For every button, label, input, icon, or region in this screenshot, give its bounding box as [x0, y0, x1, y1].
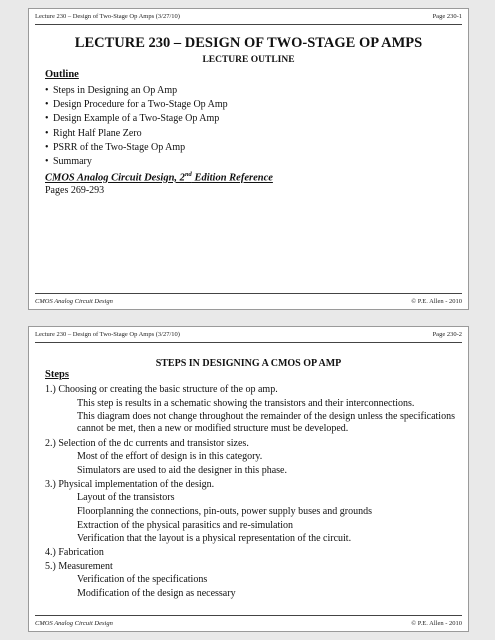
step-detail-line: Verification that the layout is a physical representation of the circuit.	[77, 533, 352, 545]
header-rule	[35, 342, 462, 343]
list-item: • Right Half Plane Zero	[45, 127, 228, 141]
list-item: • Design Procedure for a Two-Stage Op Amp	[45, 98, 228, 112]
lecture-title: LECTURE 230 – DESIGN OF TWO-STAGE OP AMPS	[74, 35, 423, 51]
slide-footer	[35, 298, 462, 305]
lecture-subtitle: LECTURE OUTLINE	[202, 55, 295, 65]
step-line: 1.) Choosing or creating the basic structure of the op amp.	[45, 384, 278, 395]
bullet-icon: •	[45, 85, 49, 96]
footer-copyright: © P.E. Allen - 2010	[411, 298, 462, 305]
step-detail-line: Verification of the specifications	[77, 574, 208, 586]
step-detail-line: Extraction of the physical parasitics and re-simulation	[77, 519, 294, 531]
outline-heading: Outline	[45, 69, 79, 80]
header-lecture-label: Lecture 230 – Design of Two-Stage Op Amps (3/27/10)	[35, 13, 180, 20]
reference-pages: Pages 269-293	[45, 185, 105, 196]
bullet-icon: •	[45, 155, 49, 167]
step-line: 5.) Measurement	[45, 560, 113, 572]
bullet-icon: •	[45, 99, 49, 111]
header-rule	[35, 24, 462, 25]
list-item: • PSRR of the Two-Stage Op Amp	[45, 141, 228, 155]
footer-course-label: CMOS Analog Circuit Design	[35, 298, 113, 305]
step-detail-line: Most of the effort of design is in this category.	[77, 451, 263, 463]
footer-course-label: CMOS Analog Circuit Design	[35, 620, 113, 627]
slide-header	[35, 331, 462, 338]
step-detail-line: Layout of the transistors	[77, 492, 175, 504]
steps-list	[45, 383, 458, 601]
step-line: 3.) Physical implementation of the design.	[45, 478, 215, 490]
header-lecture-label: Lecture 230 – Design of Two-Stage Op Amps (3/27/10)	[35, 331, 180, 338]
header-page-number: Page 230-2	[432, 331, 462, 338]
step-detail-line: This diagram does not change throughout the remainder of the design unless the specifications cannot be met, then a new or modified structure must be developed.	[77, 411, 455, 434]
book-reference: CMOS Analog Circuit Design, 2nd Edition Reference	[45, 171, 273, 184]
bullet-icon: •	[45, 113, 49, 125]
footer-copyright: © P.E. Allen - 2010	[411, 620, 462, 627]
slide-footer	[35, 620, 462, 627]
slide-page-1	[28, 8, 469, 310]
step-line: 4.) Fabrication	[45, 547, 104, 559]
footer-rule	[35, 293, 462, 294]
bullet-icon: •	[45, 141, 49, 153]
slide-title: STEPS IN DESIGNING A CMOS OP AMP	[155, 358, 342, 369]
slide-header	[35, 13, 462, 20]
outline-list	[45, 84, 228, 169]
list-item: • Design Example of a Two-Stage Op Amp	[45, 112, 228, 126]
slide-page-2	[28, 326, 469, 632]
steps-heading: Steps	[45, 369, 69, 380]
header-page-number: Page 230-1	[432, 13, 462, 20]
bullet-icon: •	[45, 127, 49, 139]
step-line: 2.) Selection of the dc currents and transistor sizes.	[45, 437, 249, 449]
step-detail-line: This step is results in a schematic showing the transistors and their interconnections.	[77, 397, 415, 409]
footer-rule	[35, 615, 462, 616]
list-item: • Steps in Designing an Op Amp	[45, 84, 228, 98]
step-detail-line: Modification of the design as necessary	[77, 588, 236, 600]
list-item: • Summary	[45, 155, 228, 169]
step-detail-line: Simulators are used to aid the designer in this phase.	[77, 464, 287, 476]
step-detail-line: Floorplanning the connections, pin-outs, power supply buses and grounds	[77, 506, 372, 517]
